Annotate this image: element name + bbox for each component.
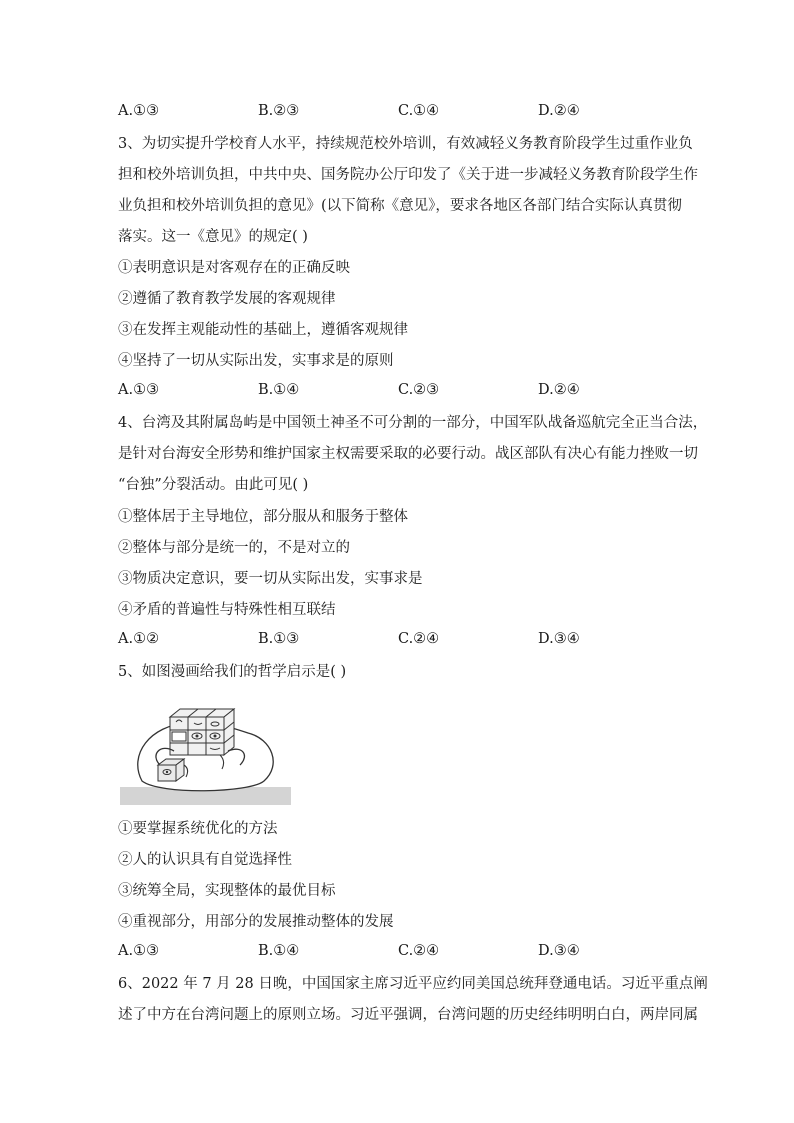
q4-statement: ②整体与部分是统一的，不是对立的 (118, 540, 350, 556)
q4-stem-line: 是针对台海安全形势和维护国家主权需要采取的必要行动。战区部队有决心有能力挫败一切 (118, 446, 698, 462)
option-c: C.②④ (398, 943, 440, 959)
option-d: D.③④ (538, 943, 580, 959)
q4-statement: ①整体居于主导地位，部分服从和服务于整体 (118, 509, 408, 525)
option-a: A.①③ (118, 103, 160, 119)
option-b: B.①③ (258, 631, 300, 647)
option-b: B.①④ (258, 943, 300, 959)
option-d: D.③④ (538, 631, 580, 647)
q3-stem-line: 业负担和校外培训负担的意见》(以下简称《意见》，要求各地区各部门结合实际认真贯彻 (118, 198, 682, 214)
q3-options (118, 382, 678, 402)
option-b: B.②③ (258, 103, 300, 119)
option-c: C.②④ (398, 631, 440, 647)
q2-options (118, 103, 678, 123)
q3-statement: ②遵循了教育教学发展的客观规律 (118, 291, 336, 307)
q5-statement: ②人的认识具有自觉选择性 (118, 852, 292, 868)
option-c: C.②③ (398, 382, 440, 398)
option-a: A.①② (118, 631, 160, 647)
q4-statement: ③物质决定意识，要一切从实际出发，实事求是 (118, 571, 423, 587)
rubiks-cube-cartoon (120, 703, 291, 805)
q4-stem-line: “台独”分裂活动。由此可见( ) (118, 477, 309, 493)
q6-stem-line: 述了中方在台湾问题上的原则立场。习近平强调，台湾问题的历史经纬明明白白，两岸同属 (118, 1007, 698, 1023)
option-a: A.①③ (118, 943, 160, 959)
q5-statement: ④重视部分，用部分的发展推动整体的发展 (118, 914, 394, 930)
q4-statement: ④矛盾的普遍性与特殊性相互联结 (118, 602, 336, 618)
q5-options (118, 943, 678, 963)
q3-stem-line: 3、为切实提升学校育人水平，持续规范校外培训，有效减轻义务教育阶段学生过重作业负 (118, 136, 693, 152)
q3-statement: ④坚持了一切从实际出发，实事求是的原则 (118, 353, 394, 369)
q4-options (118, 631, 678, 651)
q3-statement: ①表明意识是对客观存在的正确反映 (118, 260, 350, 276)
option-a: A.①③ (118, 382, 160, 398)
option-d: D.②④ (538, 382, 580, 398)
option-b: B.①④ (258, 382, 300, 398)
q5-stem-line: 5、如图漫画给我们的哲学启示是( ) (118, 664, 347, 680)
q5-statement: ①要掌握系统优化的方法 (118, 821, 278, 837)
option-c: C.①④ (398, 103, 440, 119)
q5-statement: ③统筹全局，实现整体的最优目标 (118, 883, 336, 899)
q3-stem-line: 落实。这一《意见》的规定( ) (118, 229, 308, 245)
q6-stem-line: 6、2022 年 7 月 28 日晚，中国国家主席习近平应约同美国总统拜登通电话。习近平重点阐 (118, 976, 708, 992)
q3-statement: ③在发挥主观能动性的基础上，遵循客观规律 (118, 322, 408, 338)
q4-stem-line: 4、台湾及其附属岛屿是中国领土神圣不可分割的一部分，中国军队战备巡航完全正当合法， (118, 415, 708, 431)
option-d: D.②④ (538, 103, 580, 119)
q3-stem-line: 担和校外培训负担，中共中央、国务院办公厅印发了《关于进一步减轻义务教育阶段学生作 (118, 167, 698, 183)
